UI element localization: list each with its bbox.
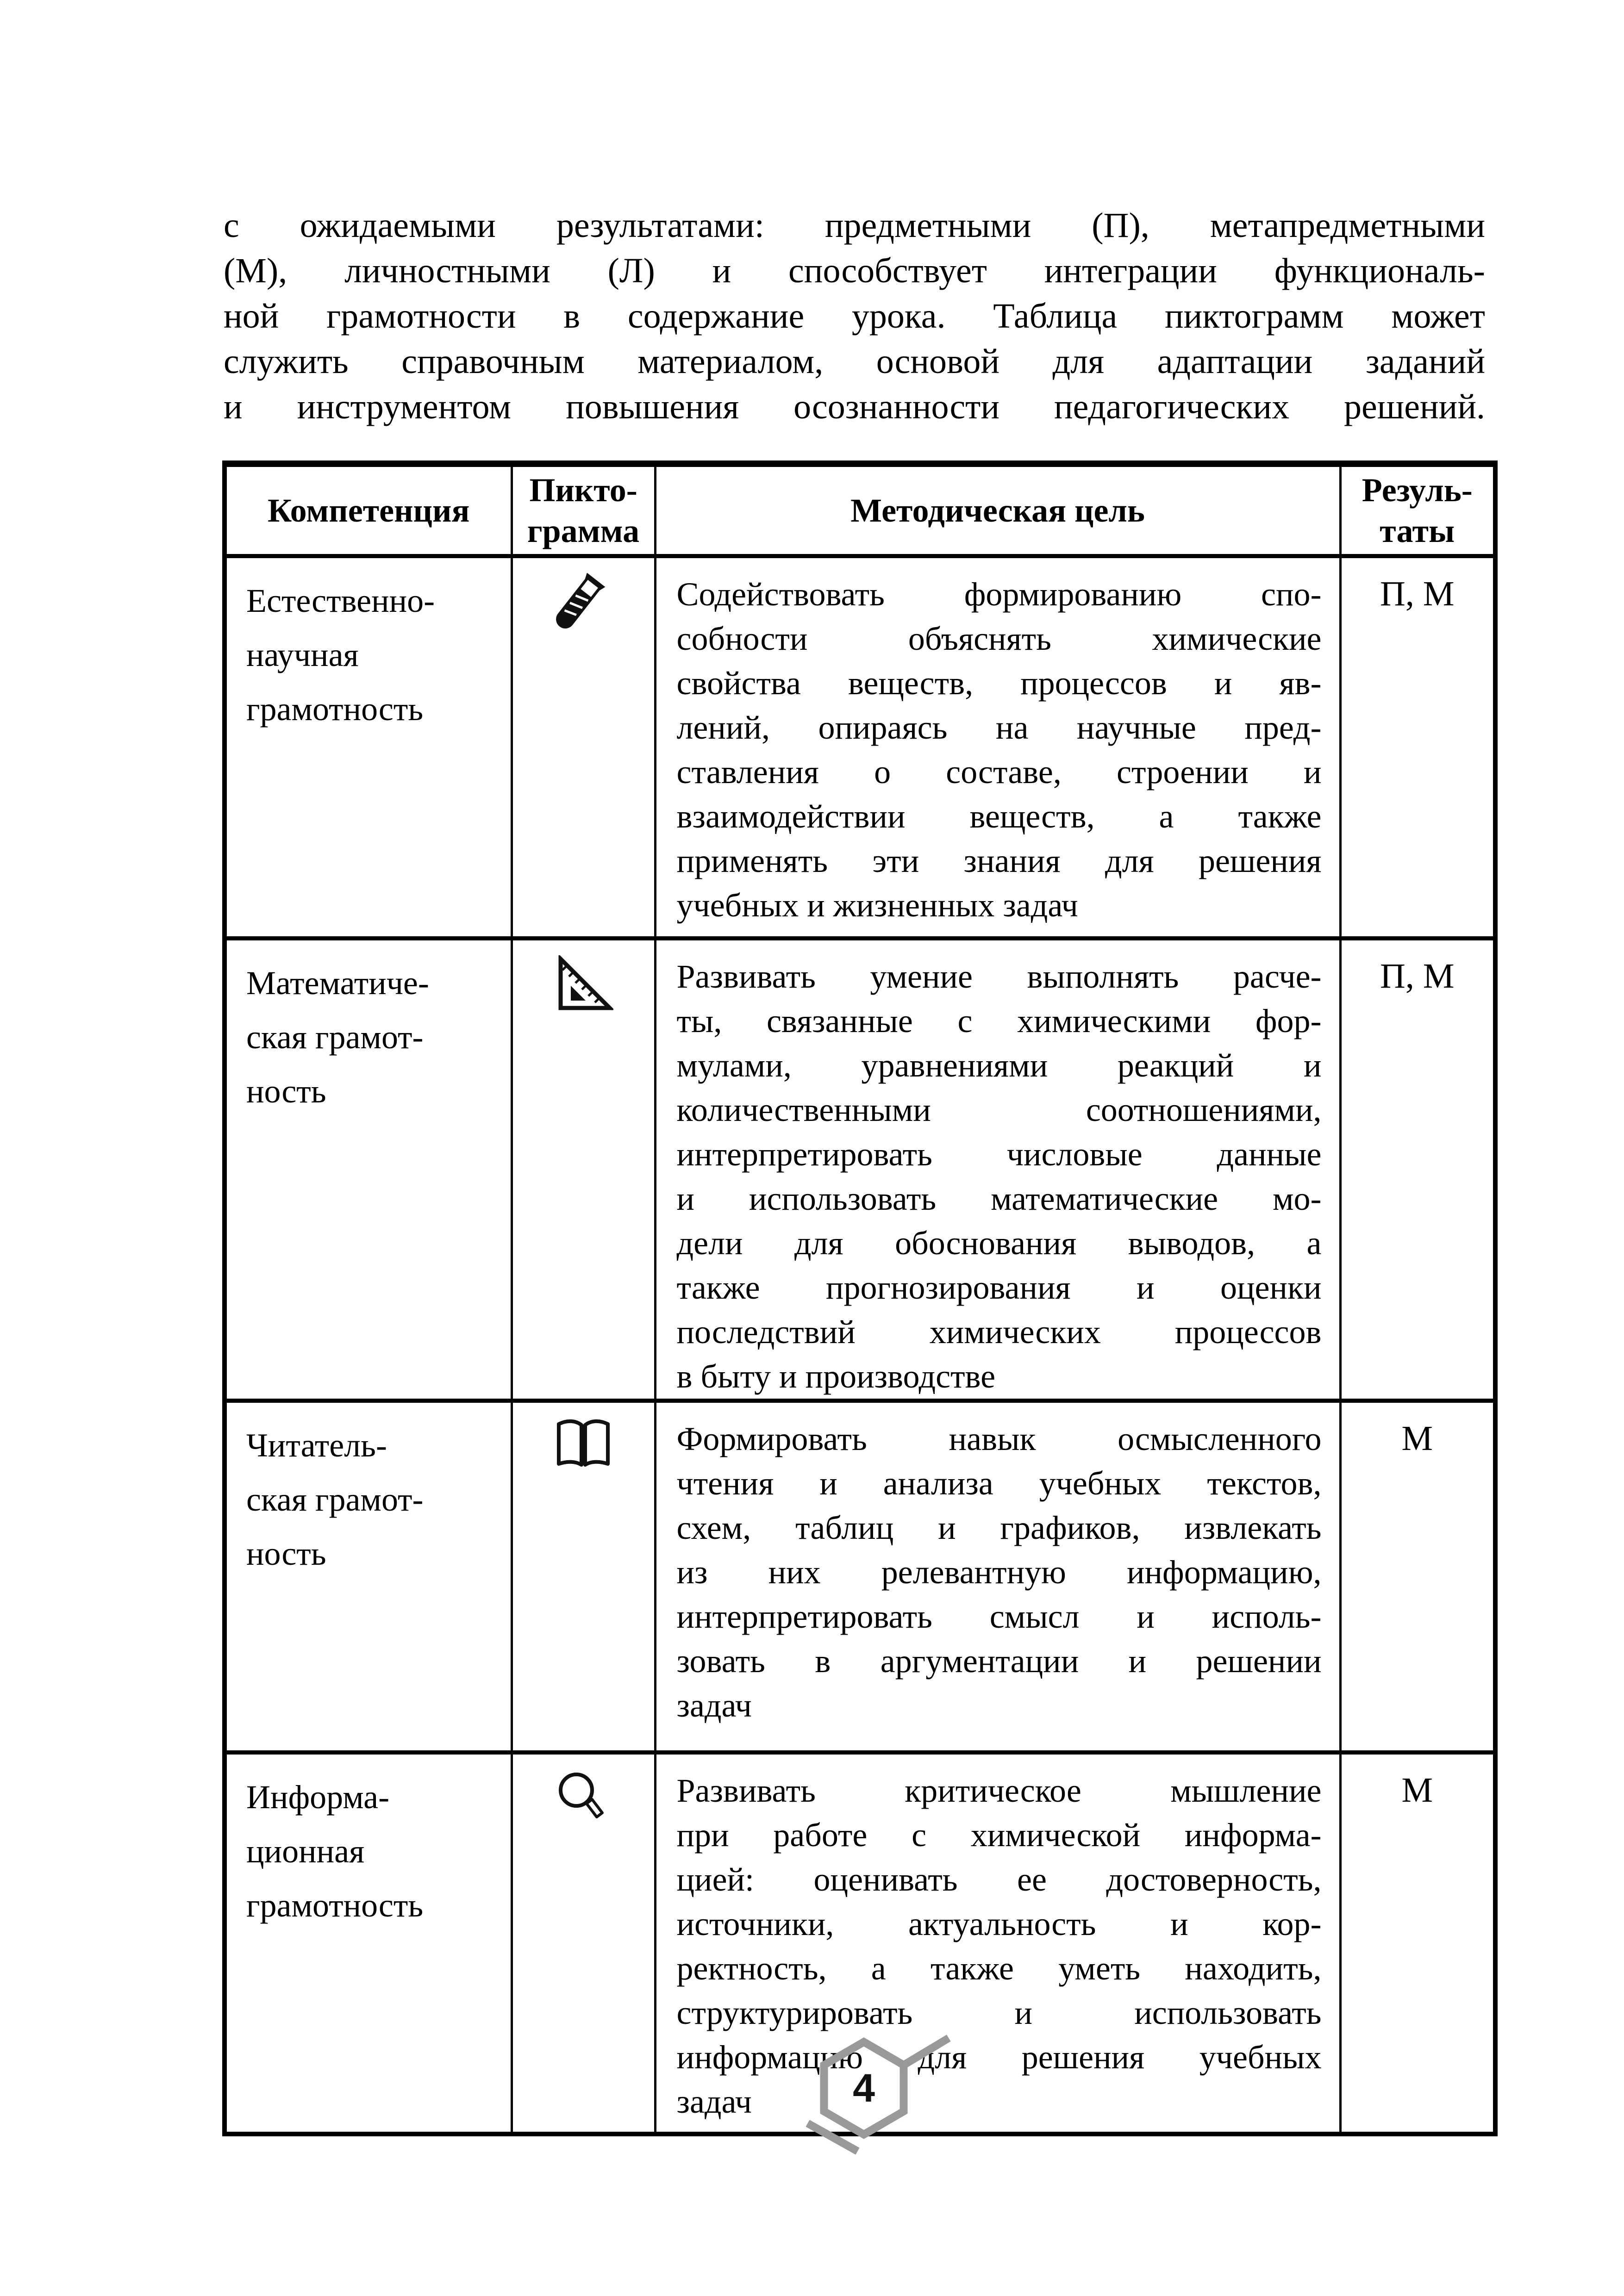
pictogram-cell: [512, 1753, 655, 2134]
results-cell: П, М: [1340, 556, 1495, 939]
col-header-pictogram: Пикто- грамма: [512, 464, 655, 556]
col-header-results: Резуль- таты: [1340, 464, 1495, 556]
open-book-icon: [553, 1418, 613, 1471]
results-cell: М: [1340, 1753, 1495, 2134]
table-row: [225, 556, 1495, 939]
competence-table: [222, 460, 1498, 2136]
competence-cell: Естественно- научная грамотность: [225, 556, 512, 939]
goal-cell: Развивать критическое мышление при работе с химической информа- цией: оценивать ее достоверность, источники, актуальность и кор- ректность, а также уметь находить, структурировать и использовать информацию для решения учебных задач: [655, 1753, 1340, 2134]
table-row: [225, 1401, 1495, 1753]
col-header-competence: Компетенция: [225, 464, 512, 556]
intro-paragraph: с ожидаемыми результатами: предметными (П), метапредметными (М), личностными (Л) и способствует интеграции функциональ- ной грамотности в содержание урока. Таблица пиктограмм может служить справочным материалом, основой для адаптации заданий и инструментом повышения осознанности педагогических решений.: [224, 206, 1485, 426]
competence-cell: Математиче- ская грамот- ность: [225, 939, 512, 1401]
pictogram-cell: [512, 939, 655, 1401]
goal-cell: Содействовать формированию спо- собности объяснять химические свойства веществ, процессов и яв- лений, опираясь на научные пред- ставления о составе, строении и взаимодействии веществ, а также применять эти знания для решения учебных и жизненных задач: [655, 556, 1340, 939]
col-header-goal: Методическая цель: [655, 464, 1340, 556]
magnifier-icon: [553, 1769, 613, 1836]
goal-cell: Развивать умение выполнять расче- ты, связанные с химическими фор- мулами, уравнениями реакций и количественными соотношениями, интерпретировать числовые данные и использовать математические мо- дели для обоснования выводов, а также прогнозирования и оценки последствий химических процессов в быту и производстве: [655, 939, 1340, 1401]
results-cell: М: [1340, 1401, 1495, 1753]
goal-cell: Формировать навык осмысленного чтения и анализа учебных текстов, схем, таблиц и графиков, извлекать из них релевантную информацию, интерпретировать смысл и исполь- зовать в аргументации и решении задач: [655, 1401, 1340, 1753]
set-square-icon: [553, 955, 613, 1013]
table-header-row: [225, 464, 1495, 556]
pictogram-cell: [512, 556, 655, 939]
results-cell: П, М: [1340, 939, 1495, 1401]
page-number: 4: [853, 2066, 875, 2110]
competence-cell: Информа- ционная грамотность: [225, 1753, 512, 2134]
pictogram-cell: [512, 1401, 655, 1753]
test-tube-icon: [549, 573, 618, 652]
competence-cell: Читатель- ская грамот- ность: [225, 1401, 512, 1753]
table-row: [225, 939, 1495, 1401]
